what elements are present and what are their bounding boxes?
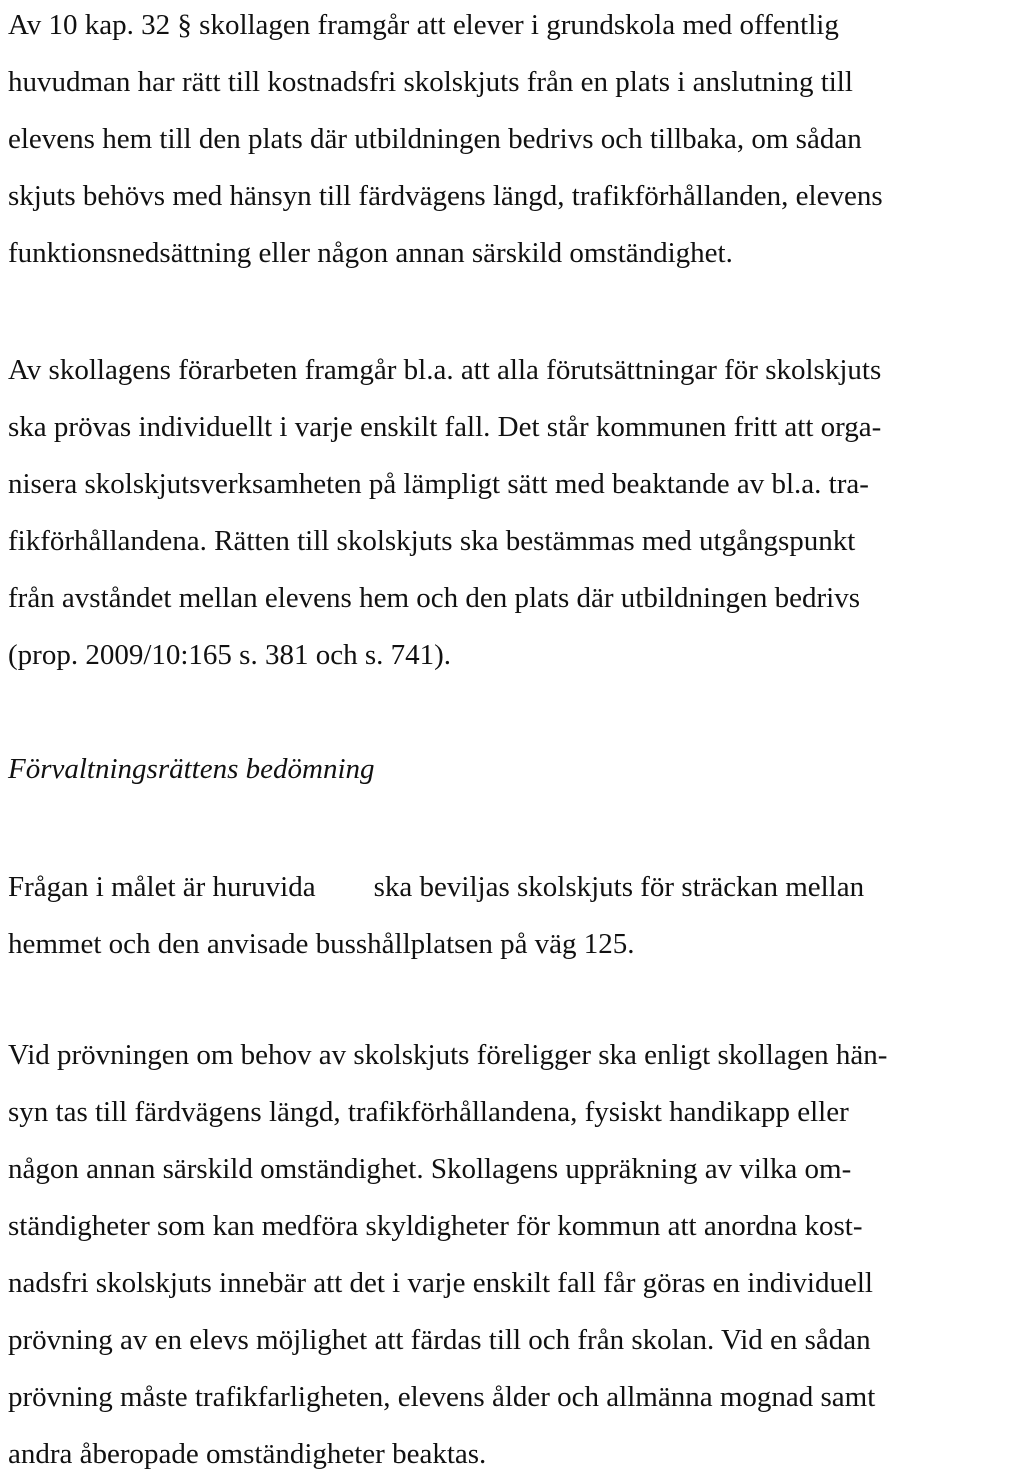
text-line: fikförhållandena. Rätten till skolskjuts ska bestämmas med utgångspunkt bbox=[8, 525, 856, 557]
text-line: ska prövas individuellt i varje enskilt fall. Det står kommunen fritt att orga- bbox=[8, 411, 882, 443]
paragraph-preparatory-works bbox=[8, 342, 1016, 684]
text-line: huvudman har rätt till kostnadsfri skolskjuts från en plats i anslutning till bbox=[8, 66, 853, 98]
text-line: ständigheter som kan medföra skyldigheter för kommun att anordna kost- bbox=[8, 1210, 863, 1242]
paragraph-assessment bbox=[8, 1027, 1016, 1483]
text-line: syn tas till färdvägens längd, trafikförhållandena, fysiskt handikapp eller bbox=[8, 1096, 849, 1128]
text-line: Av 10 kap. 32 § skollagen framgår att elever i grundskola med offentlig bbox=[8, 9, 839, 41]
question-text-end: ska beviljas skolskjuts för sträckan mellan bbox=[373, 871, 865, 903]
text-line: prövning måste trafikfarligheten, elevens ålder och allmänna mognad samt bbox=[8, 1381, 876, 1413]
text-line: prövning av en elevs möjlighet att färdas till och från skolan. Vid en sådan bbox=[8, 1324, 871, 1356]
text-line: funktionsnedsättning eller någon annan särskild omständighet. bbox=[8, 237, 733, 269]
section-heading: Förvaltningsrättens bedömning bbox=[8, 753, 375, 785]
paragraph-statute bbox=[8, 0, 1016, 282]
text-line: nisera skolskjutsverksamheten på lämpligt sätt med beaktande av bl.a. tra- bbox=[8, 468, 869, 500]
text-line: nadsfri skolskjuts innebär att det i varje enskilt fall får göras en individuell bbox=[8, 1267, 873, 1299]
text-line: skjuts behövs med hänsyn till färdvägens längd, trafikförhållanden, elevens bbox=[8, 180, 883, 212]
text-line: Vid prövningen om behov av skolskjuts föreligger ska enligt skollagen hän- bbox=[8, 1039, 888, 1071]
paragraph-question bbox=[8, 859, 1016, 973]
text-line: någon annan särskild omständighet. Skollagens uppräkning av vilka om- bbox=[8, 1153, 852, 1185]
text-line: andra åberopade omständigheter beaktas. bbox=[8, 1438, 487, 1470]
text-line: hemmet och den anvisade busshållplatsen på väg 125. bbox=[8, 928, 635, 960]
text-line: elevens hem till den plats där utbildningen bedrivs och tillbaka, om sådan bbox=[8, 123, 862, 155]
text-line: från avståndet mellan elevens hem och den plats där utbildningen bedrivs bbox=[8, 582, 861, 614]
text-line: (prop. 2009/10:165 s. 381 och s. 741). bbox=[8, 639, 452, 671]
question-text-start: Frågan i målet är huruvida bbox=[8, 871, 316, 903]
text-line bbox=[8, 859, 1016, 916]
text-line: Av skollagens förarbeten framgår bl.a. att alla förutsättningar för skolskjuts bbox=[8, 354, 882, 386]
